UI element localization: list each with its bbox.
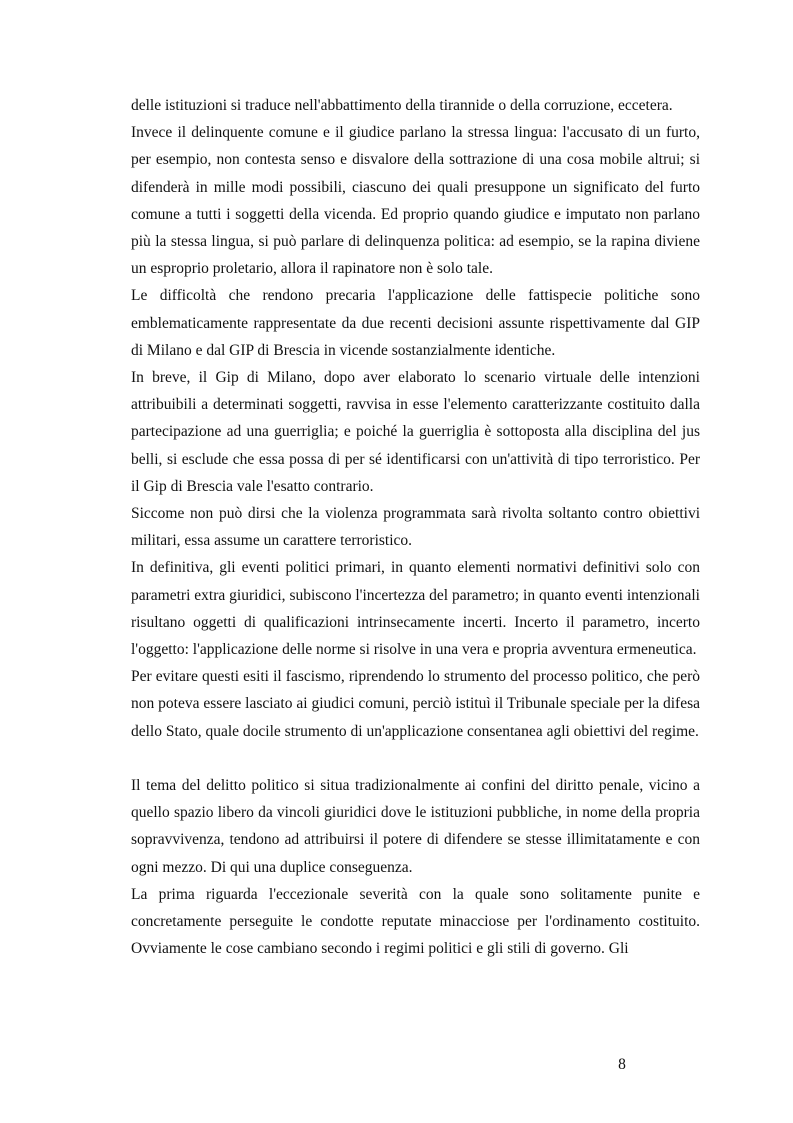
- body-text: [131, 92, 700, 962]
- paragraph-3: Le difficoltà che rendono precaria l'applicazione delle fattispecie politiche sono emblematicamente rappresentate da due recenti decisioni assunte rispettivamente dal GIP di Milano e dal GIP di Brescia in vicende sostanzialmente identiche.: [131, 287, 700, 359]
- paragraph-9: La prima riguarda l'eccezionale severità con la quale sono solitamente punite e concretamente perseguite le condotte reputate minacciose per l'ordinamento costituito. Ovviamente le cose cambiano secondo i regimi politici e gli stili di governo. Gli: [131, 885, 700, 958]
- paragraph-6: In definitiva, gli eventi politici primari, in quanto elementi normativi definitivi solo con parametri extra giuridici, subiscono l'incertezza del parametro; in quanto eventi intenzionali risultano oggetti di qualificazioni intrinsecamente incerti. Incerto il parametro, incerto l'oggetto: l'applicazione delle norme si risolve in una vera e propria avventura ermeneutica.: [131, 559, 700, 659]
- page-number: 8: [618, 1056, 626, 1073]
- paragraph-1: delle istituzioni si traduce nell'abbattimento della tirannide o della corruzione, eccetera.: [131, 97, 673, 114]
- paragraph-4: In breve, il Gip di Milano, dopo aver elaborato lo scenario virtuale delle intenzioni attribuibili a determinati soggetti, ravvisa in esse l'elemento caratterizzante costituito dalla partecipazione ad una guerriglia; e poiché la guerriglia è sottoposta alla disciplina del jus belli, si esclude che essa possa di per sé identificarsi con un'attività di tipo terroristico. Per il Gip di Brescia vale l'esatto contrario.: [131, 369, 700, 495]
- paragraph-2: Invece il delinquente comune e il giudice parlano la stressa lingua: l'accusato di un furto, per esempio, non contesta senso e disvalore della sottrazione di una cosa mobile altrui; si difenderà in mille modi possibili, ciascuno dei quali presuppone un significato del furto comune a tutti i soggetti della vicenda. Ed proprio quando giudice e imputato non parlano più la stessa lingua, si può parlare di delinquenza politica: ad esempio, se la rapina diviene un esproprio proletario, allora il rapinatore non è solo tale.: [131, 124, 700, 278]
- paragraph-8: Il tema del delitto politico si situa tradizionalmente ai confini del diritto penale, vicino a quello spazio libero da vincoli giuridici dove le istituzioni pubbliche, in nome della propria sopravvivenza, tendono ad attribuirsi il potere di difendere se stesse illimitatamente e con ogni mezzo. Di qui una duplice conseguenza.: [131, 777, 700, 876]
- paragraph-spacer: [131, 745, 700, 772]
- paragraph-7: Per evitare questi esiti il fascismo, riprendendo lo strumento del processo politico, che però non poteva essere lasciato ai giudici comuni, perciò istituì il Tribunale speciale per la difesa dello Stato, quale docile strumento di un'applicazione consentanea agli obiettivi del regime.: [131, 668, 700, 740]
- paragraph-5: Siccome non può dirsi che la violenza programmata sarà rivolta soltanto contro obiettivi militari, essa assume un carattere terroristico.: [131, 505, 700, 550]
